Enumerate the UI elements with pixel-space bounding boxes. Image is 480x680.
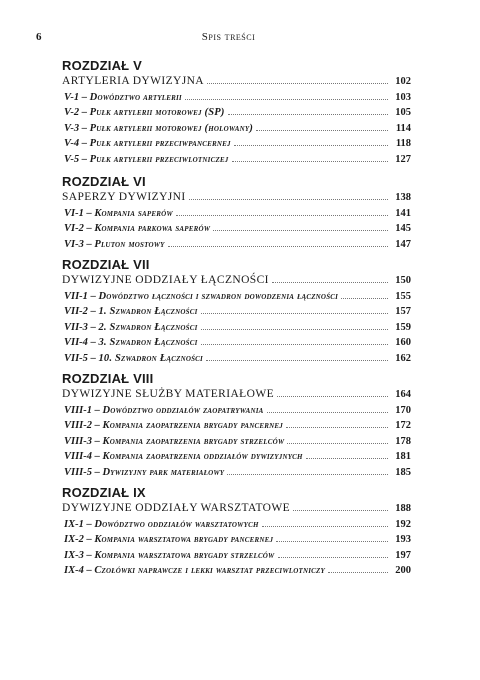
toc-entry[interactable] [62, 151, 411, 167]
toc-entry[interactable] [62, 135, 411, 151]
entry-title: Dowództwo artylerii [89, 91, 182, 103]
page-ref: 105 [395, 107, 411, 118]
leader-dots [341, 288, 388, 299]
entry-label: VIII-5 – Dywizyjny park materiałowy [64, 466, 225, 478]
entry-title: Pułk artylerii motorowej (holowany) [89, 122, 254, 134]
entry-number: VIII-1 [64, 404, 93, 416]
entry-label: VIII-2 – Kompania zaopatrzenia brygady pancernej [64, 420, 283, 431]
leader-dots [287, 433, 388, 444]
leader-dots [277, 386, 388, 397]
toc-entry[interactable] [62, 220, 411, 236]
chapter-title: ROZDZIAŁ IX [62, 485, 146, 500]
page-number: 6 [36, 31, 42, 43]
leader-dots [168, 236, 388, 247]
leader-dots [185, 89, 388, 100]
entry-title: Kompania parkowa saperów [94, 223, 211, 234]
entry-number: VI-1 [64, 207, 84, 219]
entry-number: IX-2 [64, 534, 84, 545]
toc-entry[interactable] [62, 562, 411, 578]
leader-dots [278, 547, 389, 558]
entry-number: V-4 [64, 138, 80, 149]
page-ref: 145 [395, 223, 411, 234]
chapter-heading-row[interactable] [62, 189, 411, 205]
toc-entry[interactable] [62, 334, 411, 350]
page-ref: 193 [395, 534, 411, 545]
toc-entry[interactable] [62, 448, 411, 464]
leader-dots [207, 73, 388, 84]
chapter-heading: DYWIZYJNE SŁUŻBY MATERIAŁOWE [62, 388, 274, 400]
toc-entry[interactable] [62, 464, 411, 480]
page-ref: 164 [395, 389, 411, 400]
entry-title: Dowództwo oddziałów zaopatrywania [102, 404, 264, 416]
chapter-heading: DYWIZYJNE ODDZIAŁY ŁĄCZNOŚCI [62, 274, 269, 286]
toc-entry[interactable] [62, 104, 411, 120]
leader-dots [201, 303, 388, 314]
leader-dots [176, 205, 388, 216]
leader-dots [286, 417, 388, 428]
entry-number: VII-5 [64, 352, 88, 364]
entry-number: VII-3 [64, 321, 88, 333]
toc-entry[interactable] [62, 433, 411, 449]
chapter-title: ROZDZIAŁ VII [62, 257, 150, 272]
chapter-title: ROZDZIAŁ VIII [62, 371, 154, 386]
chapter-title: ROZDZIAŁ VI [62, 174, 146, 189]
toc-entry[interactable] [62, 402, 411, 418]
entry-label: V-1 – Dowództwo artylerii [64, 91, 182, 103]
chapter-9 [62, 485, 411, 578]
table-of-contents [62, 58, 411, 578]
entry-title: Czołówki naprawcze i lekki warsztat przeciwlotniczy [94, 565, 325, 576]
page-ref: 114 [395, 122, 411, 134]
toc-entry[interactable] [62, 417, 411, 433]
entry-title: Kompania zaopatrzenia brygady strzelców [102, 435, 285, 447]
page-ref: 185 [395, 466, 411, 478]
entry-title: Dywizyjny park materiałowy [102, 466, 225, 478]
toc-entry[interactable] [62, 319, 411, 335]
entry-label: VIII-1 – Dowództwo oddziałów zaopatrywania [64, 404, 264, 416]
toc-entry[interactable] [62, 303, 411, 319]
chapter-heading: DYWIZYJNE ODDZIAŁY WARSZTATOWE [62, 502, 291, 514]
page-ref: 197 [395, 549, 411, 561]
entry-title: Kompania warsztatowa brygady pancernej [94, 534, 274, 545]
page-ref: 170 [395, 404, 411, 416]
page-ref: 200 [395, 565, 411, 576]
entry-title: Kompania warsztatowa brygady strzelców [94, 549, 275, 561]
chapter-8 [62, 371, 411, 479]
entry-label: VIII-3 – Kompania zaopatrzenia brygady strzelców [64, 435, 285, 447]
page-ref: 160 [395, 337, 411, 348]
toc-entry[interactable] [62, 288, 411, 304]
entry-label: VI-2 – Kompania parkowa saperów [64, 223, 211, 234]
page-ref: 172 [395, 420, 411, 431]
leader-dots [276, 531, 388, 542]
chapter-7 [62, 257, 411, 365]
page-ref: 181 [395, 451, 411, 462]
page-ref: 178 [395, 435, 411, 447]
page-ref: 162 [395, 352, 411, 364]
entry-number: V-1 [64, 91, 80, 103]
page-ref: 102 [395, 76, 411, 87]
leader-dots [267, 402, 388, 413]
leader-dots [306, 448, 388, 459]
toc-entry[interactable] [62, 205, 411, 221]
page-ref: 192 [395, 518, 411, 530]
leader-dots [293, 500, 388, 511]
toc-entry[interactable] [62, 547, 411, 563]
leader-dots [206, 350, 388, 361]
entry-label: VII-1 – Dowództwo łączności i szwadron dowodzenia łączności [64, 290, 339, 302]
entry-title: 1. Szwadron Łączności [98, 306, 198, 317]
entry-title: Pułk artylerii przeciwlotniczej [89, 153, 229, 165]
chapter-heading-row[interactable] [62, 73, 411, 89]
entry-label: VII-4 – 3. Szwadron Łączności [64, 337, 198, 348]
entry-title: Kompania zaopatrzenia brygady pancernej [102, 420, 283, 431]
entry-number: VIII-2 [64, 420, 93, 431]
entry-number: IX-1 [64, 518, 84, 530]
page-ref: 127 [395, 153, 411, 165]
entry-label: VII-5 – 10. Szwadron Łączności [64, 352, 203, 364]
chapter-heading: SAPERZY DYWIZYJNI [62, 191, 186, 203]
page-ref: 138 [395, 192, 411, 203]
entry-number: V-3 [64, 122, 80, 134]
chapter-heading-row[interactable] [62, 386, 411, 402]
leader-dots [201, 319, 388, 330]
page-ref: 188 [395, 503, 411, 514]
entry-title: Dowództwo oddziałów warsztatowych [94, 518, 259, 530]
page-ref: 157 [395, 306, 411, 317]
entry-title: Kompania saperów [94, 207, 173, 219]
page-ref: 147 [395, 238, 411, 250]
entry-number: VII-4 [64, 337, 88, 348]
entry-label: VIII-4 – Kompania zaopatrzenia oddziałów dywizyjnych [64, 451, 303, 462]
toc-entry[interactable] [62, 350, 411, 366]
leader-dots [262, 516, 388, 527]
entry-title: Kompania zaopatrzenia oddziałów dywizyjnych [102, 451, 303, 462]
entry-label: IX-1 – Dowództwo oddziałów warsztatowych [64, 518, 259, 530]
chapter-heading: ARTYLERIA DYWIZYJNA [62, 75, 205, 87]
entry-title: 10. Szwadron Łączności [98, 352, 203, 364]
entry-label: IX-3 – Kompania warsztatowa brygady strzelców [64, 549, 275, 561]
chapter-title: ROZDZIAŁ V [62, 58, 142, 73]
leader-dots [213, 220, 388, 231]
leader-dots [227, 464, 388, 475]
page-ref: 118 [395, 138, 411, 149]
toc-entry[interactable] [62, 120, 411, 136]
entry-label: V-2 – Pułk artylerii motorowej (SP) [64, 107, 225, 118]
toc-entry[interactable] [62, 516, 411, 532]
entry-number: IX-4 [64, 565, 84, 576]
entry-number: VIII-5 [64, 466, 93, 478]
leader-dots [201, 334, 388, 345]
chapter-heading-row[interactable] [62, 500, 411, 516]
entry-number: VI-3 [64, 238, 84, 250]
page-ref: 141 [395, 207, 411, 219]
toc-entry[interactable] [62, 236, 411, 252]
running-title: Spis treści [201, 31, 256, 43]
entry-title: 2. Szwadron Łączności [98, 321, 198, 333]
entry-number: VII-2 [64, 306, 88, 317]
leader-dots [232, 151, 389, 162]
chapter-heading-row[interactable] [62, 272, 411, 288]
entry-title: Pułk artylerii motorowej (SP) [89, 107, 225, 118]
entry-title: 3. Szwadron Łączności [98, 337, 198, 348]
page-ref: 103 [395, 91, 411, 103]
entry-label: VI-1 – Kompania saperów [64, 207, 173, 219]
leader-dots [272, 272, 388, 283]
entry-label: V-4 – Pułk artylerii przeciwpancernej [64, 138, 231, 149]
page-ref: 159 [395, 321, 411, 333]
entry-label: V-5 – Pułk artylerii przeciwlotniczej [64, 153, 229, 165]
page-ref: 150 [395, 275, 411, 286]
entry-number: IX-3 [64, 549, 84, 561]
chapter-6 [62, 174, 411, 251]
page-header [36, 31, 421, 47]
entry-label: VI-3 – Pluton mostowy [64, 238, 165, 250]
entry-number: V-5 [64, 153, 80, 165]
entry-title: Dowództwo łączności i szwadron dowodzenia łączności [98, 290, 339, 302]
entry-number: V-2 [64, 107, 80, 118]
page-ref: 155 [395, 290, 411, 302]
entry-number: VIII-3 [64, 435, 93, 447]
entry-label: VII-3 – 2. Szwadron Łączności [64, 321, 198, 333]
leader-dots [189, 189, 388, 200]
leader-dots [234, 135, 388, 146]
entry-number: VII-1 [64, 290, 88, 302]
leader-dots [256, 120, 388, 131]
entry-number: VI-2 [64, 223, 84, 234]
chapter-5 [62, 58, 411, 166]
entry-title: Pluton mostowy [94, 238, 165, 250]
toc-entry[interactable] [62, 89, 411, 105]
entry-label: VII-2 – 1. Szwadron Łączności [64, 306, 198, 317]
entry-label: V-3 – Pułk artylerii motorowej (holowany) [64, 122, 254, 134]
entry-title: Pułk artylerii przeciwpancernej [89, 138, 231, 149]
leader-dots [228, 104, 388, 115]
leader-dots [328, 562, 388, 573]
toc-entry[interactable] [62, 531, 411, 547]
entry-label: IX-2 – Kompania warsztatowa brygady pancernej [64, 534, 274, 545]
entry-label: IX-4 – Czołówki naprawcze i lekki warsztat przeciwlotniczy [64, 565, 325, 576]
entry-number: VIII-4 [64, 451, 93, 462]
